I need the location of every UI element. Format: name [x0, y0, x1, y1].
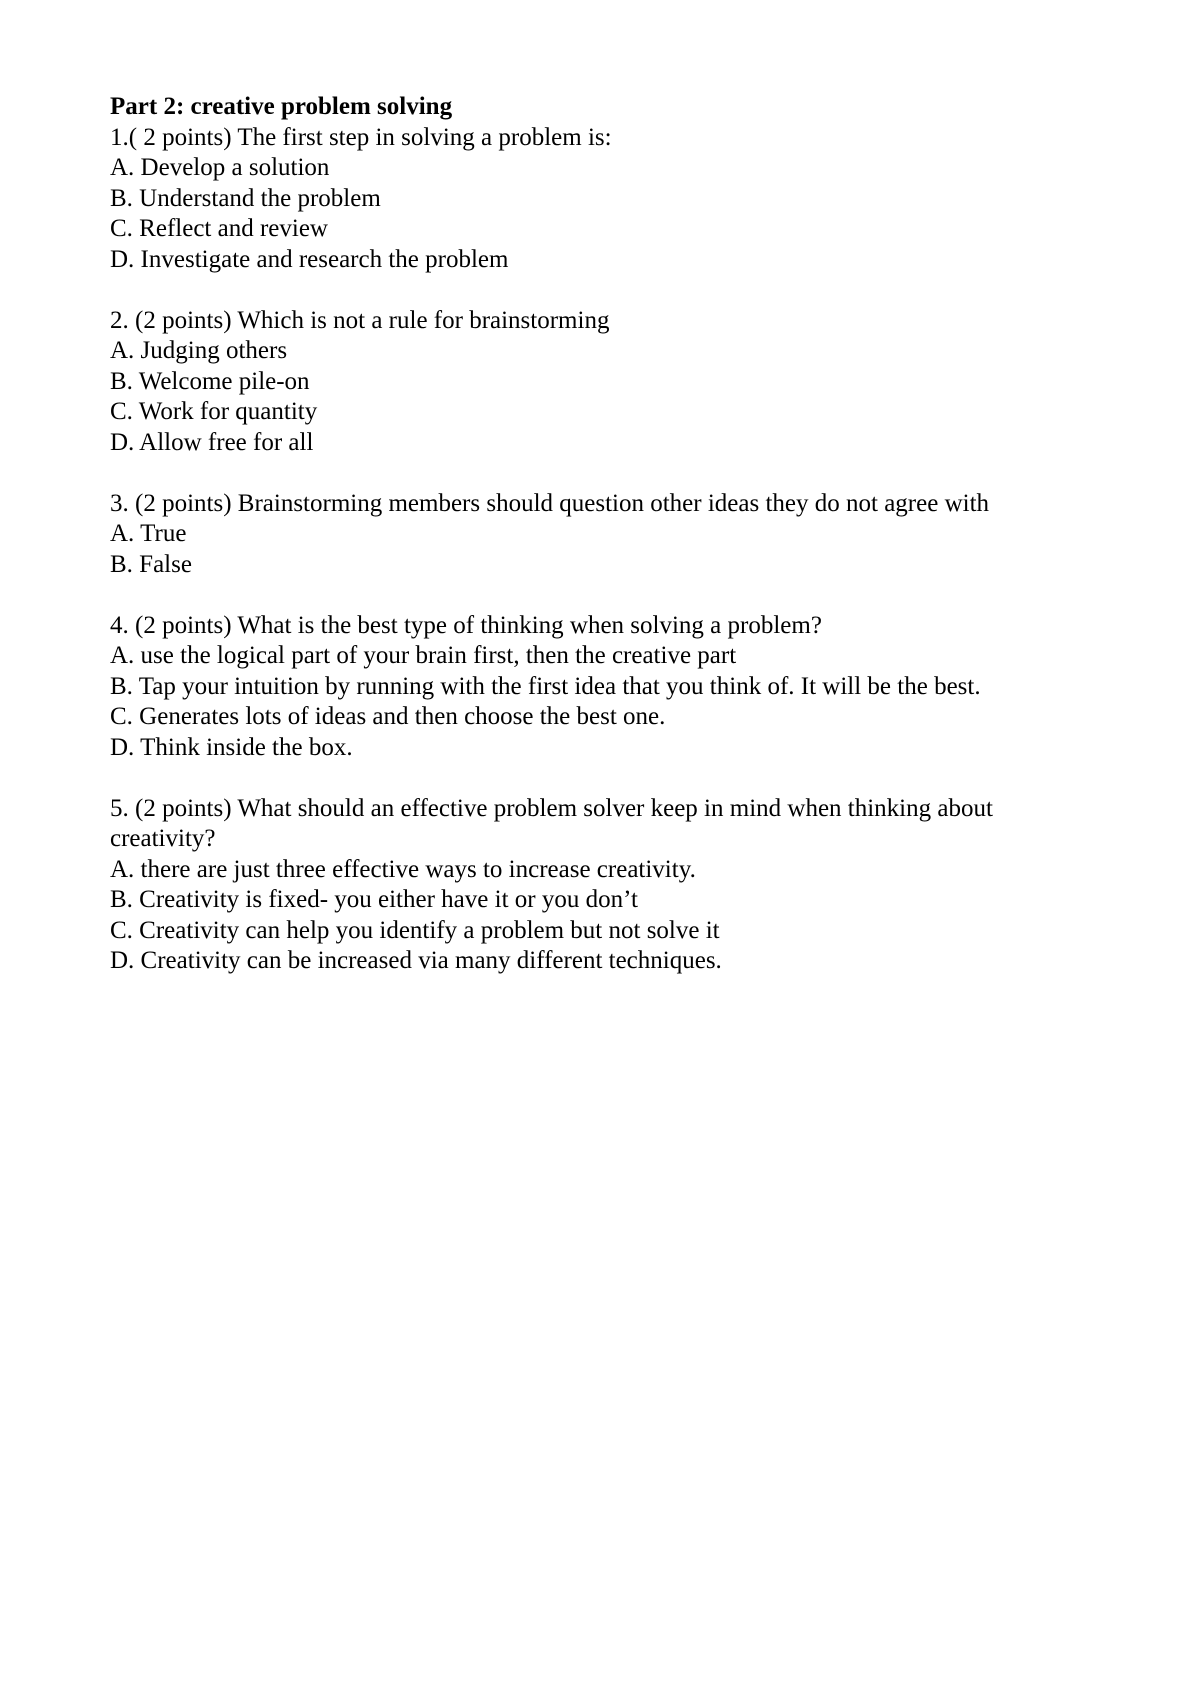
question-3: [110, 489, 1090, 581]
question-text: 2. (2 points) Which is not a rule for brainstorming: [110, 306, 610, 334]
section-heading: Part 2: creative problem solving: [110, 93, 453, 120]
document-page: [110, 92, 1090, 1007]
answer-option-d: D. Investigate and research the problem: [110, 245, 509, 273]
question-1: [110, 123, 1090, 276]
answer-option-d: D. Allow free for all: [110, 428, 314, 456]
question-text: 5. (2 points) What should an effective problem solver keep in mind when thinking about creativity?: [110, 794, 993, 852]
answer-option-a: A. True: [110, 520, 187, 547]
question-2: [110, 306, 1090, 459]
answer-option-b: B. Welcome pile-on: [110, 367, 310, 395]
question-text: 4. (2 points) What is the best type of thinking when solving a problem?: [110, 611, 822, 639]
answer-option-a: A. Develop a solution: [110, 154, 330, 181]
question-5: [110, 794, 1090, 977]
question-4: [110, 611, 1090, 764]
answer-option-b: B. Understand the problem: [110, 184, 381, 212]
question-text: 1.( 2 points) The first step in solving a problem is:: [110, 123, 612, 151]
answer-option-c: C. Creativity can help you identify a problem but not solve it: [110, 916, 720, 944]
question-text: 3. (2 points) Brainstorming members should question other ideas they do not agree with: [110, 489, 990, 517]
answer-option-c: C. Work for quantity: [110, 398, 318, 425]
answer-option-a: A. there are just three effective ways to increase creativity.: [110, 855, 696, 883]
answer-option-a: A. Judging others: [110, 337, 288, 364]
answer-option-b: B. Tap your intuition by running with the first idea that you think of. It will be the best.: [110, 672, 981, 700]
answer-option-b: B. False: [110, 550, 192, 578]
answer-option-d: D. Creativity can be increased via many different techniques.: [110, 947, 722, 974]
answer-option-b: B. Creativity is fixed- you either have it or you don’t: [110, 886, 638, 913]
answer-option-a: A. use the logical part of your brain first, then the creative part: [110, 642, 737, 669]
answer-option-c: C. Generates lots of ideas and then choose the best one.: [110, 703, 666, 730]
answer-option-d: D. Think inside the box.: [110, 733, 353, 761]
answer-option-c: C. Reflect and review: [110, 215, 328, 242]
